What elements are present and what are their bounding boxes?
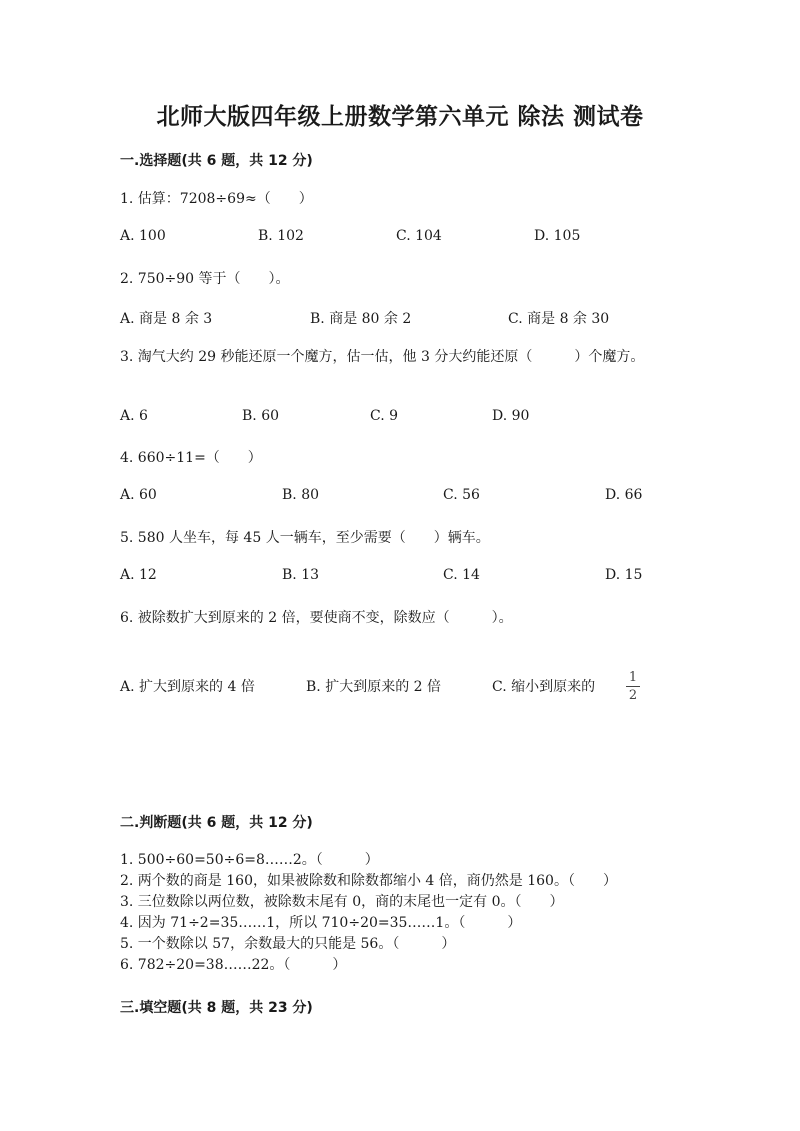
judge-item-3: 3. 三位数除以两位数，被除数末尾有 0，商的末尾也一定有 0。（ ） — [120, 894, 564, 910]
q4-option-b: B. 80 — [282, 487, 320, 503]
q2-option-a: A. 商是 8 余 3 — [120, 311, 213, 327]
q5-option-b: B. 13 — [282, 567, 320, 583]
q2-option-b: B. 商是 80 余 2 — [310, 311, 412, 327]
section-header-choice: 一.选择题(共 6 题，共 12 分) — [120, 153, 313, 169]
question-6: 6. 被除数扩大到原来的 2 倍，要使商不变，除数应（ ）。 — [120, 610, 513, 626]
q3-option-c: C. 9 — [370, 408, 399, 424]
page-title: 北师大版四年级上册数学第六单元 除法 测试卷 — [156, 104, 644, 130]
q2-option-c: C. 商是 8 余 30 — [508, 311, 610, 327]
judge-item-1: 1. 500÷60=50÷6=8……2。（ ） — [120, 852, 379, 868]
fraction-denominator: 2 — [628, 688, 638, 703]
q5-option-c: C. 14 — [443, 567, 480, 583]
section-header-fill: 三.填空题(共 8 题，共 23 分) — [120, 1000, 313, 1016]
q1-option-d: D. 105 — [534, 228, 581, 244]
question-1: 1. 估算：7208÷69≈（ ） — [120, 191, 313, 207]
question-4: 4. 660÷11=（ ） — [120, 450, 262, 466]
judge-item-4: 4. 因为 71÷2=35……1，所以 710÷20=35……1。（ ） — [120, 915, 522, 931]
q3-option-a: A. 6 — [120, 408, 148, 424]
q1-option-a: A. 100 — [120, 228, 166, 244]
q4-option-a: A. 60 — [120, 487, 157, 503]
q4-option-d: D. 66 — [605, 487, 643, 503]
judge-item-5: 5. 一个数除以 57，余数最大的只能是 56。（ ） — [120, 936, 456, 952]
section-header-judge: 二.判断题(共 6 题，共 12 分) — [120, 815, 313, 831]
fraction-bar — [626, 686, 640, 687]
q1-option-b: B. 102 — [258, 228, 304, 244]
judge-item-2: 2. 两个数的商是 160，如果被除数和除数都缩小 4 倍，商仍然是 160。（ ） — [120, 873, 617, 889]
q6-option-b: B. 扩大到原来的 2 倍 — [306, 679, 441, 695]
judge-item-6: 6. 782÷20=38……22。（ ） — [120, 957, 347, 973]
q6-option-c: C. 缩小到原来的 — [492, 679, 596, 695]
q1-option-c: C. 104 — [396, 228, 442, 244]
q3-option-d: D. 90 — [492, 408, 530, 424]
question-5: 5. 580 人坐车，每 45 人一辆车，至少需要（ ）辆车。 — [120, 530, 490, 546]
fraction-numerator: 1 — [628, 670, 638, 685]
q6-fraction — [626, 670, 640, 703]
q4-option-c: C. 56 — [443, 487, 480, 503]
q5-option-a: A. 12 — [120, 567, 157, 583]
q5-option-d: D. 15 — [605, 567, 643, 583]
question-2: 2. 750÷90 等于（ ）。 — [120, 271, 290, 287]
question-3: 3. 淘气大约 29 秒能还原一个魔方，估一估，他 3 分大约能还原（ ）个魔方。 — [120, 349, 645, 365]
q3-option-b: B. 60 — [242, 408, 280, 424]
q6-option-a: A. 扩大到原来的 4 倍 — [120, 679, 255, 695]
